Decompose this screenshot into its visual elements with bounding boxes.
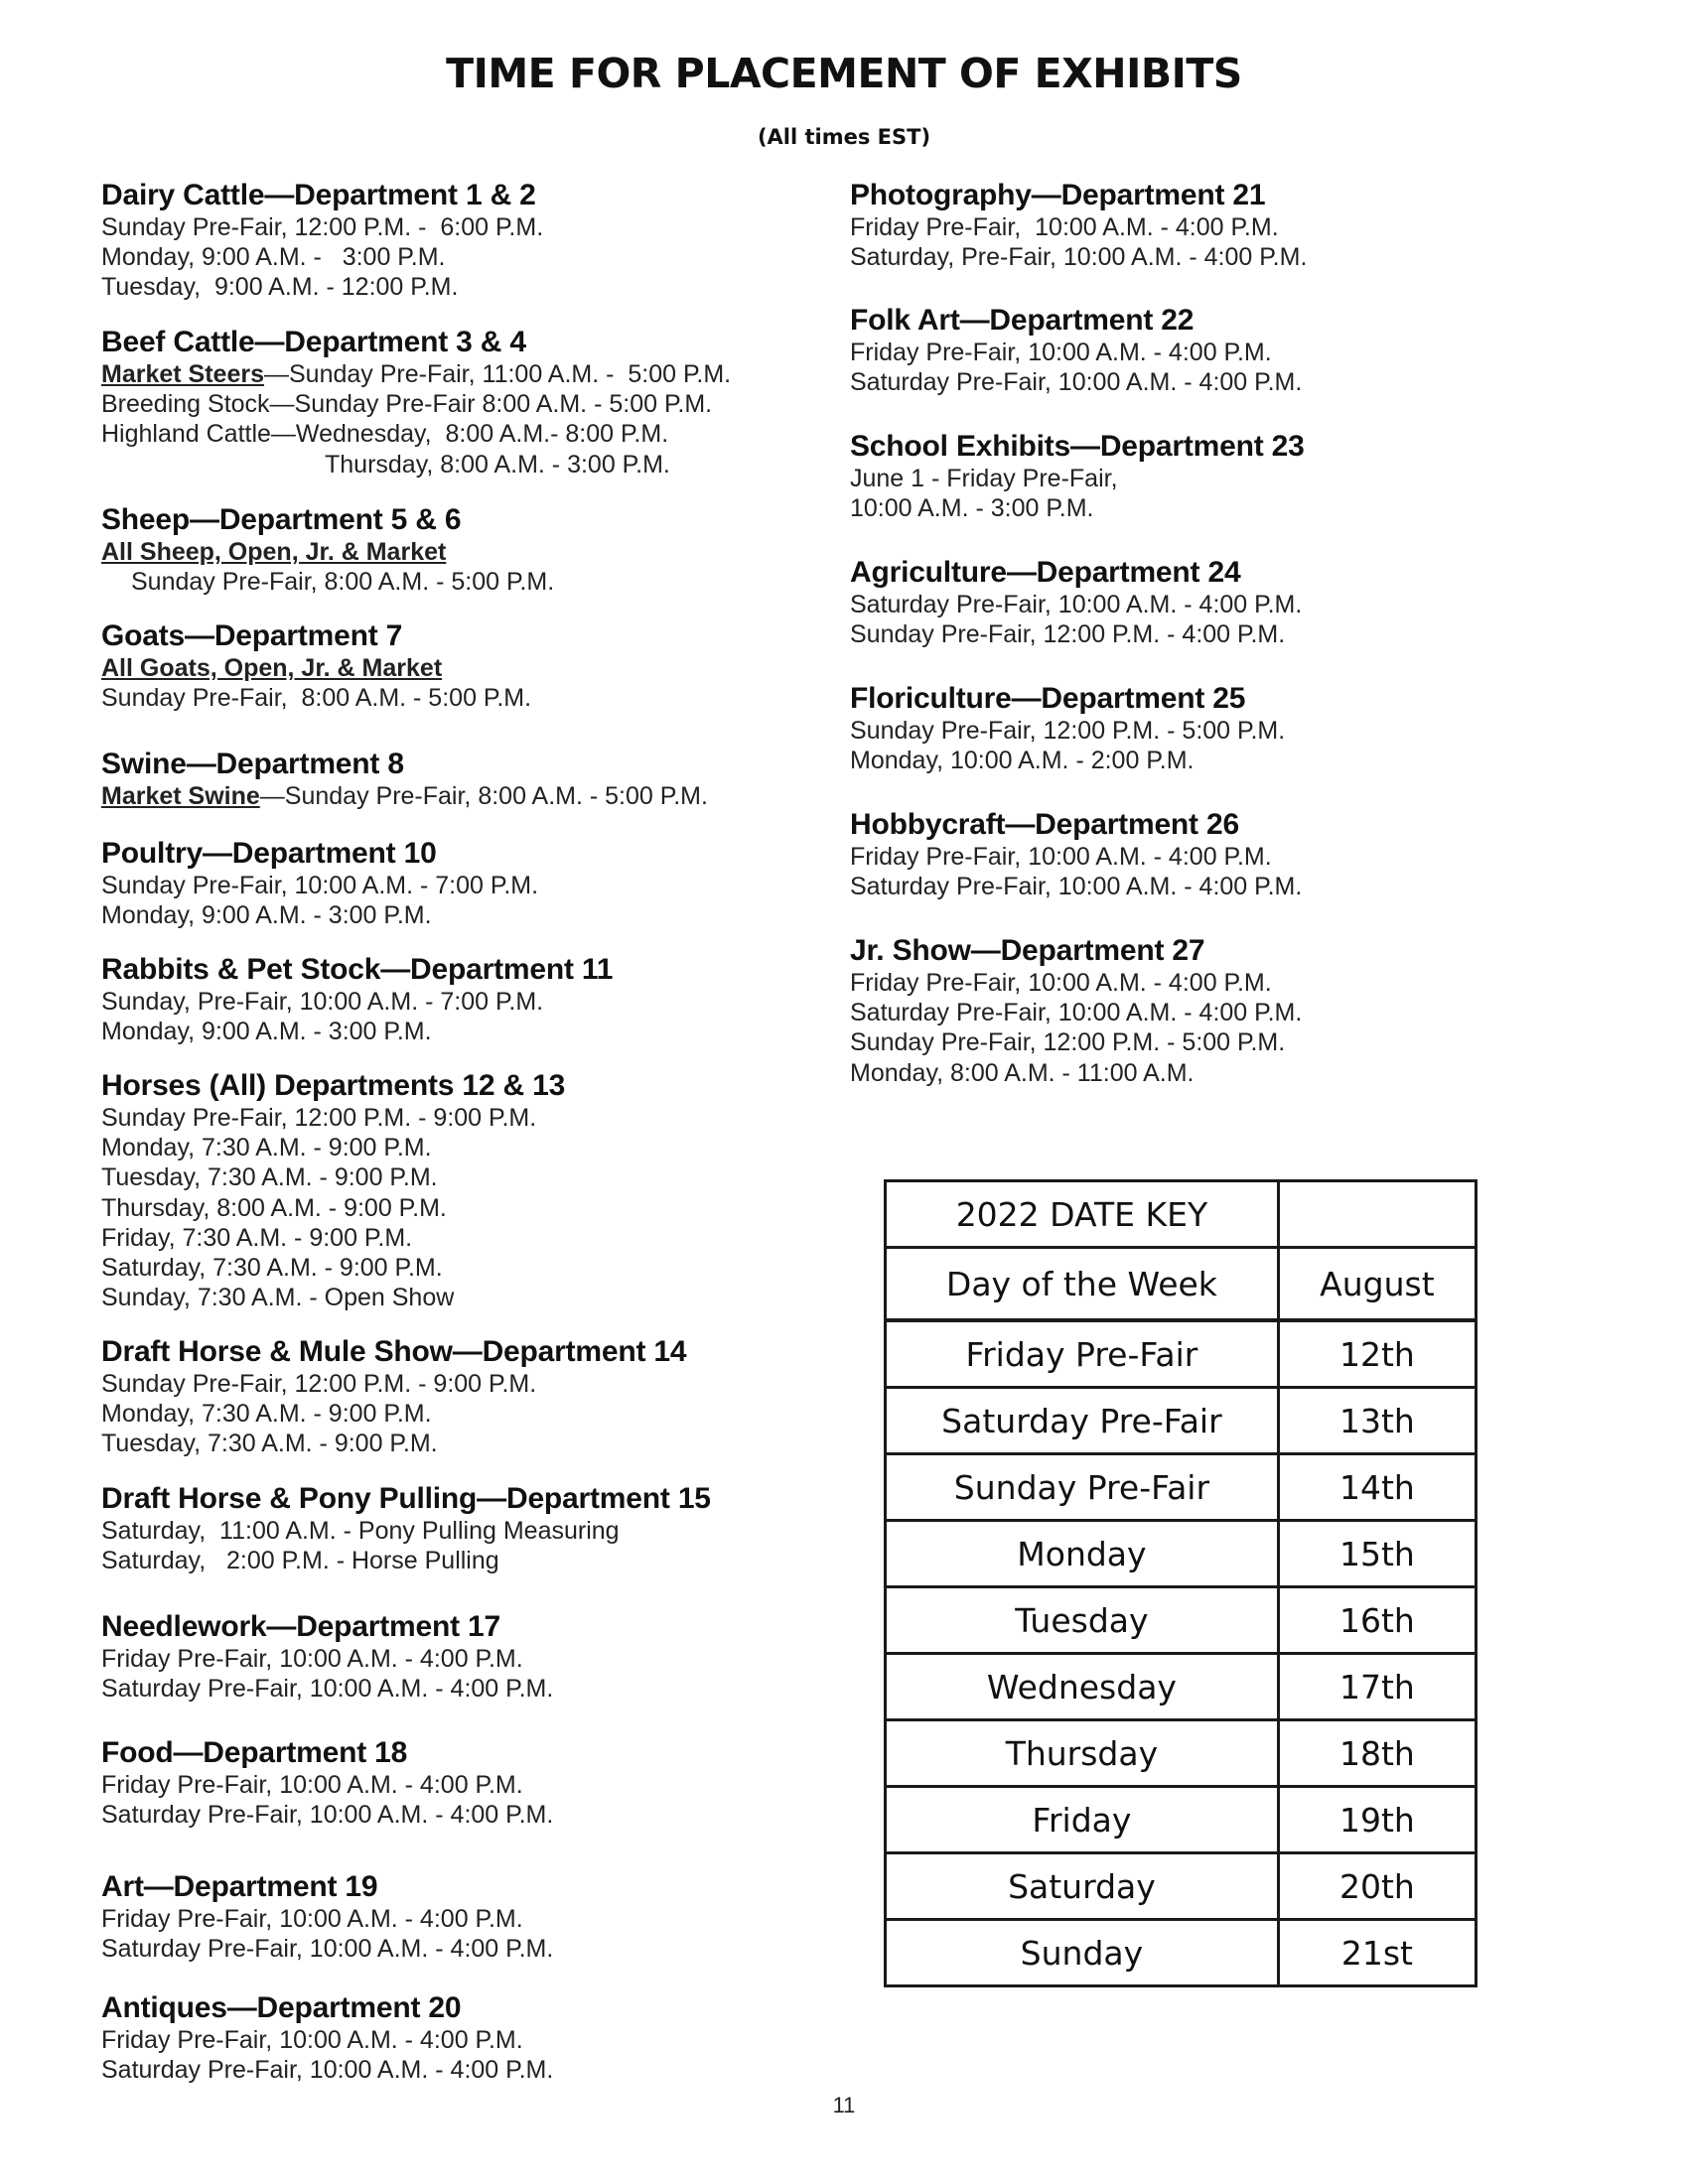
schedule-line: [101, 653, 816, 683]
schedule-line: [101, 1644, 816, 1674]
schedule-line: [850, 464, 1565, 493]
schedule-line: [101, 1133, 816, 1162]
page-title: TIME FOR PLACEMENT OF EXHIBITS: [446, 50, 1242, 97]
department-section: [101, 748, 816, 811]
date-key-title-row: [886, 1181, 1477, 1248]
schedule-time-text: Saturday, Pre-Fair, 10:00 A.M. - 4:00 P.M.: [850, 243, 1308, 272]
schedule-line: [101, 1674, 816, 1704]
schedule-time-text: Thursday, 8:00 A.M. - 9:00 P.M.: [101, 1193, 447, 1222]
schedule-time-text: Tuesday, 9:00 A.M. - 12:00 P.M.: [101, 273, 459, 302]
schedule-category-label: All Goats, Open, Jr. & Market: [101, 654, 443, 682]
schedule-line: [850, 242, 1565, 272]
schedule-time-text: Saturday, 7:30 A.M. - 9:00 P.M.: [101, 1254, 443, 1283]
date-key-row: [886, 1454, 1477, 1521]
schedule-time-text: Saturday, 11:00 A.M. - Pony Pulling Measuring: [101, 1517, 620, 1545]
department-section: [101, 179, 816, 303]
department-section: [101, 953, 816, 1046]
schedule-time-text: Sunday Pre-Fair, 8:00 A.M. - 5:00 P.M.: [131, 568, 555, 597]
schedule-line: [850, 716, 1565, 746]
date-key-date: 17th: [1278, 1654, 1476, 1720]
schedule-time-text: Monday, 7:30 A.M. - 9:00 P.M.: [101, 1134, 432, 1162]
date-key-row: [886, 1587, 1477, 1654]
date-key-day: Saturday: [886, 1853, 1279, 1920]
schedule-line: [101, 1546, 816, 1575]
schedule-line: [101, 1429, 816, 1458]
schedule-line: [850, 842, 1565, 872]
date-key-date: 14th: [1278, 1454, 1476, 1521]
date-key-day: Monday: [886, 1521, 1279, 1587]
date-key-row: [886, 1853, 1477, 1920]
schedule-line: [101, 242, 816, 272]
schedule-line: [101, 1223, 816, 1253]
department-section: [101, 1736, 816, 1830]
schedule-line: [101, 1904, 816, 1934]
schedule-time-text: 10:00 A.M. - 3:00 P.M.: [850, 494, 1094, 523]
schedule-line: [101, 1934, 816, 1964]
department-heading: Dairy Cattle—Department 1 & 2: [101, 179, 536, 211]
date-key-day: Tuesday: [886, 1587, 1279, 1654]
department-section: [101, 1610, 816, 1704]
date-key-row: [886, 1320, 1477, 1388]
date-key-col-day: Day of the Week: [886, 1248, 1279, 1321]
schedule-time-text: Saturday Pre-Fair, 10:00 A.M. - 4:00 P.M.: [850, 368, 1303, 397]
department-section: [850, 304, 1565, 397]
department-heading: Floriculture—Department 25: [850, 682, 1246, 715]
schedule-line: [101, 1103, 816, 1133]
schedule-time-text: Sunday, Pre-Fair, 10:00 A.M. - 7:00 P.M.: [101, 988, 544, 1016]
date-key-row: [886, 1920, 1477, 1986]
schedule-category-label: Market Steers: [101, 360, 264, 388]
date-key-date: 18th: [1278, 1720, 1476, 1787]
schedule-line: [101, 450, 816, 479]
department-heading: Draft Horse & Pony Pulling—Department 15: [101, 1482, 711, 1515]
department-heading: Horses (All) Departments 12 & 13: [101, 1069, 566, 1102]
department-section: [850, 430, 1565, 523]
department-heading: Agriculture—Department 24: [850, 556, 1241, 589]
schedule-time-text: Saturday Pre-Fair, 10:00 A.M. - 4:00 P.M.: [101, 1935, 554, 1964]
date-key-date: 12th: [1278, 1320, 1476, 1388]
schedule-time-text: Saturday, 2:00 P.M. - Horse Pulling: [101, 1547, 499, 1575]
schedule-line: [101, 1516, 816, 1546]
schedule-time-text: Saturday Pre-Fair, 10:00 A.M. - 4:00 P.M.: [850, 591, 1303, 618]
department-heading: Goats—Department 7: [101, 619, 403, 652]
schedule-line: [850, 1058, 1565, 1088]
schedule-line: [101, 2055, 816, 2085]
date-key-table: [884, 1179, 1477, 1987]
department-heading: Sheep—Department 5 & 6: [101, 503, 462, 536]
date-key-day: Sunday Pre-Fair: [886, 1454, 1279, 1521]
department-section: [101, 326, 816, 479]
schedule-time-text: Sunday Pre-Fair, 12:00 P.M. - 5:00 P.M.: [850, 717, 1286, 745]
schedule-time-text: Friday Pre-Fair, 10:00 A.M. - 4:00 P.M.: [101, 1905, 523, 1933]
schedule-line: [850, 619, 1565, 649]
schedule-time-text: Friday Pre-Fair, 10:00 A.M. - 4:00 P.M.: [850, 969, 1272, 997]
department-section: [101, 837, 816, 930]
page-subtitle: (All times EST): [757, 125, 931, 149]
schedule-time-text: Monday, 9:00 A.M. - 3:00 P.M.: [101, 1018, 432, 1046]
date-key-date: 19th: [1278, 1787, 1476, 1853]
schedule-time-text: Tuesday, 7:30 A.M. - 9:00 P.M.: [101, 1163, 438, 1192]
department-section: [850, 934, 1565, 1088]
schedule-time-text: —Sunday Pre-Fair, 8:00 A.M. - 5:00 P.M.: [259, 782, 708, 810]
date-key-row: [886, 1720, 1477, 1787]
date-key-day: Wednesday: [886, 1654, 1279, 1720]
department-heading: Poultry—Department 10: [101, 837, 437, 870]
schedule-line: [101, 1800, 816, 1830]
schedule-time-text: Sunday Pre-Fair, 12:00 P.M. - 9:00 P.M.: [101, 1104, 537, 1132]
date-key-date: 15th: [1278, 1521, 1476, 1587]
department-section: [101, 1991, 816, 2085]
schedule-time-text: Saturday Pre-Fair, 10:00 A.M. - 4:00 P.M.: [850, 999, 1303, 1027]
date-key-row: [886, 1521, 1477, 1587]
schedule-time-text: Saturday Pre-Fair, 10:00 A.M. - 4:00 P.M.: [850, 873, 1303, 901]
date-key-date: 21st: [1278, 1920, 1476, 1986]
department-heading: Jr. Show—Department 27: [850, 934, 1205, 967]
department-section: [101, 619, 816, 713]
schedule-time-text: Sunday, 7:30 A.M. - Open Show: [101, 1284, 455, 1312]
department-heading: Needlework—Department 17: [101, 1610, 501, 1643]
department-heading: Hobbycraft—Department 26: [850, 808, 1239, 841]
schedule-time-text: Saturday Pre-Fair, 10:00 A.M. - 4:00 P.M.: [101, 1801, 554, 1830]
schedule-line: [850, 493, 1565, 523]
schedule-line: [101, 871, 816, 900]
schedule-line: [101, 1369, 816, 1399]
schedule-line: [850, 746, 1565, 775]
date-key-header-row: [886, 1248, 1477, 1321]
schedule-line: [850, 590, 1565, 619]
schedule-time-text: Friday Pre-Fair, 10:00 A.M. - 4:00 P.M.: [850, 843, 1272, 871]
schedule-line: [101, 683, 816, 713]
schedule-line: [101, 1017, 816, 1046]
schedule-line: [101, 1253, 816, 1283]
schedule-line: [101, 781, 816, 811]
date-key-row: [886, 1654, 1477, 1720]
department-section: [850, 682, 1565, 775]
schedule-line: [101, 1399, 816, 1429]
schedule-line: [101, 1162, 816, 1192]
schedule-time-text: Friday Pre-Fair, 10:00 A.M. - 4:00 P.M.: [850, 213, 1279, 241]
date-key-col-month: August: [1278, 1248, 1476, 1321]
schedule-line: [101, 272, 816, 302]
schedule-time-text: June 1 - Friday Pre-Fair,: [850, 465, 1118, 492]
schedule-time-text: Sunday Pre-Fair, 12:00 P.M. - 9:00 P.M.: [101, 1370, 537, 1398]
department-section: [101, 503, 816, 597]
schedule-category-label: All Sheep, Open, Jr. & Market: [101, 538, 447, 566]
schedule-line: [101, 419, 816, 449]
schedule-time-text: Monday, 9:00 A.M. - 3:00 P.M.: [101, 901, 432, 930]
schedule-line: [101, 1193, 816, 1223]
schedule-time-text: Friday, 7:30 A.M. - 9:00 P.M.: [101, 1223, 413, 1252]
department-section: [850, 556, 1565, 649]
schedule-time-text: Friday Pre-Fair, 10:00 A.M. - 4:00 P.M.: [101, 1771, 523, 1799]
schedule-line: [101, 900, 816, 930]
schedule-time-text: Breeding Stock—Sunday Pre-Fair 8:00 A.M. - 5:00 P.M.: [101, 390, 713, 419]
department-heading: Art—Department 19: [101, 1870, 378, 1903]
schedule-line: [101, 537, 816, 567]
schedule-line: [101, 212, 816, 242]
department-section: [850, 808, 1565, 901]
schedule-line: [850, 998, 1565, 1027]
schedule-time-text: Sunday Pre-Fair, 10:00 A.M. - 7:00 P.M.: [101, 872, 539, 899]
department-heading: School Exhibits—Department 23: [850, 430, 1305, 463]
date-key-date: 13th: [1278, 1388, 1476, 1454]
schedule-line: [850, 968, 1565, 998]
schedule-line: [101, 1283, 816, 1312]
schedule-time-text: —Sunday Pre-Fair, 11:00 A.M. - 5:00 P.M.: [263, 360, 732, 388]
schedule-line: [101, 567, 816, 597]
department-heading: Swine—Department 8: [101, 748, 404, 780]
department-heading: Beef Cattle—Department 3 & 4: [101, 326, 526, 358]
department-heading: Photography—Department 21: [850, 179, 1266, 211]
department-heading: Folk Art—Department 22: [850, 304, 1195, 337]
department-section: [101, 1069, 816, 1312]
schedule-category-label: Market Swine: [101, 782, 260, 810]
date-key-title: 2022 DATE KEY: [886, 1181, 1279, 1248]
schedule-time-text: Sunday Pre-Fair, 8:00 A.M. - 5:00 P.M.: [101, 684, 532, 713]
schedule-time-text: Saturday Pre-Fair, 10:00 A.M. - 4:00 P.M.: [101, 1675, 554, 1704]
schedule-line: [101, 389, 816, 419]
date-key-day: Thursday: [886, 1720, 1279, 1787]
date-key-row: [886, 1388, 1477, 1454]
schedule-time-text: Friday Pre-Fair, 10:00 A.M. - 4:00 P.M.: [101, 2026, 523, 2054]
schedule-line: [850, 367, 1565, 397]
date-key-day: Friday Pre-Fair: [886, 1320, 1279, 1388]
schedule-time-text: Monday, 7:30 A.M. - 9:00 P.M.: [101, 1400, 432, 1429]
schedule-line: [101, 1770, 816, 1800]
department-section: [850, 179, 1565, 272]
schedule-line: [850, 1027, 1565, 1057]
schedule-line: [101, 2025, 816, 2055]
date-key-date: 16th: [1278, 1587, 1476, 1654]
department-section: [101, 1335, 816, 1459]
date-key-date: 20th: [1278, 1853, 1476, 1920]
schedule-time-text: Monday, 8:00 A.M. - 11:00 A.M.: [850, 1058, 1195, 1087]
schedule-time-text: Thursday, 8:00 A.M. - 3:00 P.M.: [325, 450, 670, 478]
date-key-day: Saturday Pre-Fair: [886, 1388, 1279, 1454]
department-section: [101, 1870, 816, 1964]
department-section: [101, 1482, 816, 1575]
date-key-title-blank: [1278, 1181, 1476, 1248]
schedule-line: [101, 987, 816, 1017]
schedule-time-text: Monday, 9:00 A.M. - 3:00 P.M.: [101, 243, 446, 272]
department-heading: Draft Horse & Mule Show—Department 14: [101, 1335, 687, 1368]
schedule-time-text: Saturday Pre-Fair, 10:00 A.M. - 4:00 P.M.: [101, 2056, 554, 2085]
date-key-day: Friday: [886, 1787, 1279, 1853]
schedule-time-text: Sunday Pre-Fair, 12:00 P.M. - 5:00 P.M.: [850, 1028, 1286, 1057]
schedule-line: [850, 872, 1565, 901]
department-heading: Antiques—Department 20: [101, 1991, 462, 2024]
date-key-day: Sunday: [886, 1920, 1279, 1986]
schedule-time-text: Friday Pre-Fair, 10:00 A.M. - 4:00 P.M.: [850, 339, 1272, 366]
schedule-time-text: Friday Pre-Fair, 10:00 A.M. - 4:00 P.M.: [101, 1645, 523, 1673]
department-heading: Food—Department 18: [101, 1736, 408, 1769]
schedule-time-text: Sunday Pre-Fair, 12:00 P.M. - 6:00 P.M.: [101, 213, 544, 241]
page-number: 11: [832, 2093, 856, 2117]
schedule-line: [850, 338, 1565, 367]
department-heading: Rabbits & Pet Stock—Department 11: [101, 953, 614, 986]
schedule-time-text: Sunday Pre-Fair, 12:00 P.M. - 4:00 P.M.: [850, 620, 1286, 649]
schedule-line: [101, 359, 816, 389]
schedule-line: [850, 212, 1565, 242]
schedule-time-text: Tuesday, 7:30 A.M. - 9:00 P.M.: [101, 1430, 438, 1458]
schedule-time-text: Monday, 10:00 A.M. - 2:00 P.M.: [850, 747, 1195, 775]
schedule-time-text: Highland Cattle—Wednesday, 8:00 A.M.- 8:00 P.M.: [101, 420, 669, 449]
date-key-row: [886, 1787, 1477, 1853]
